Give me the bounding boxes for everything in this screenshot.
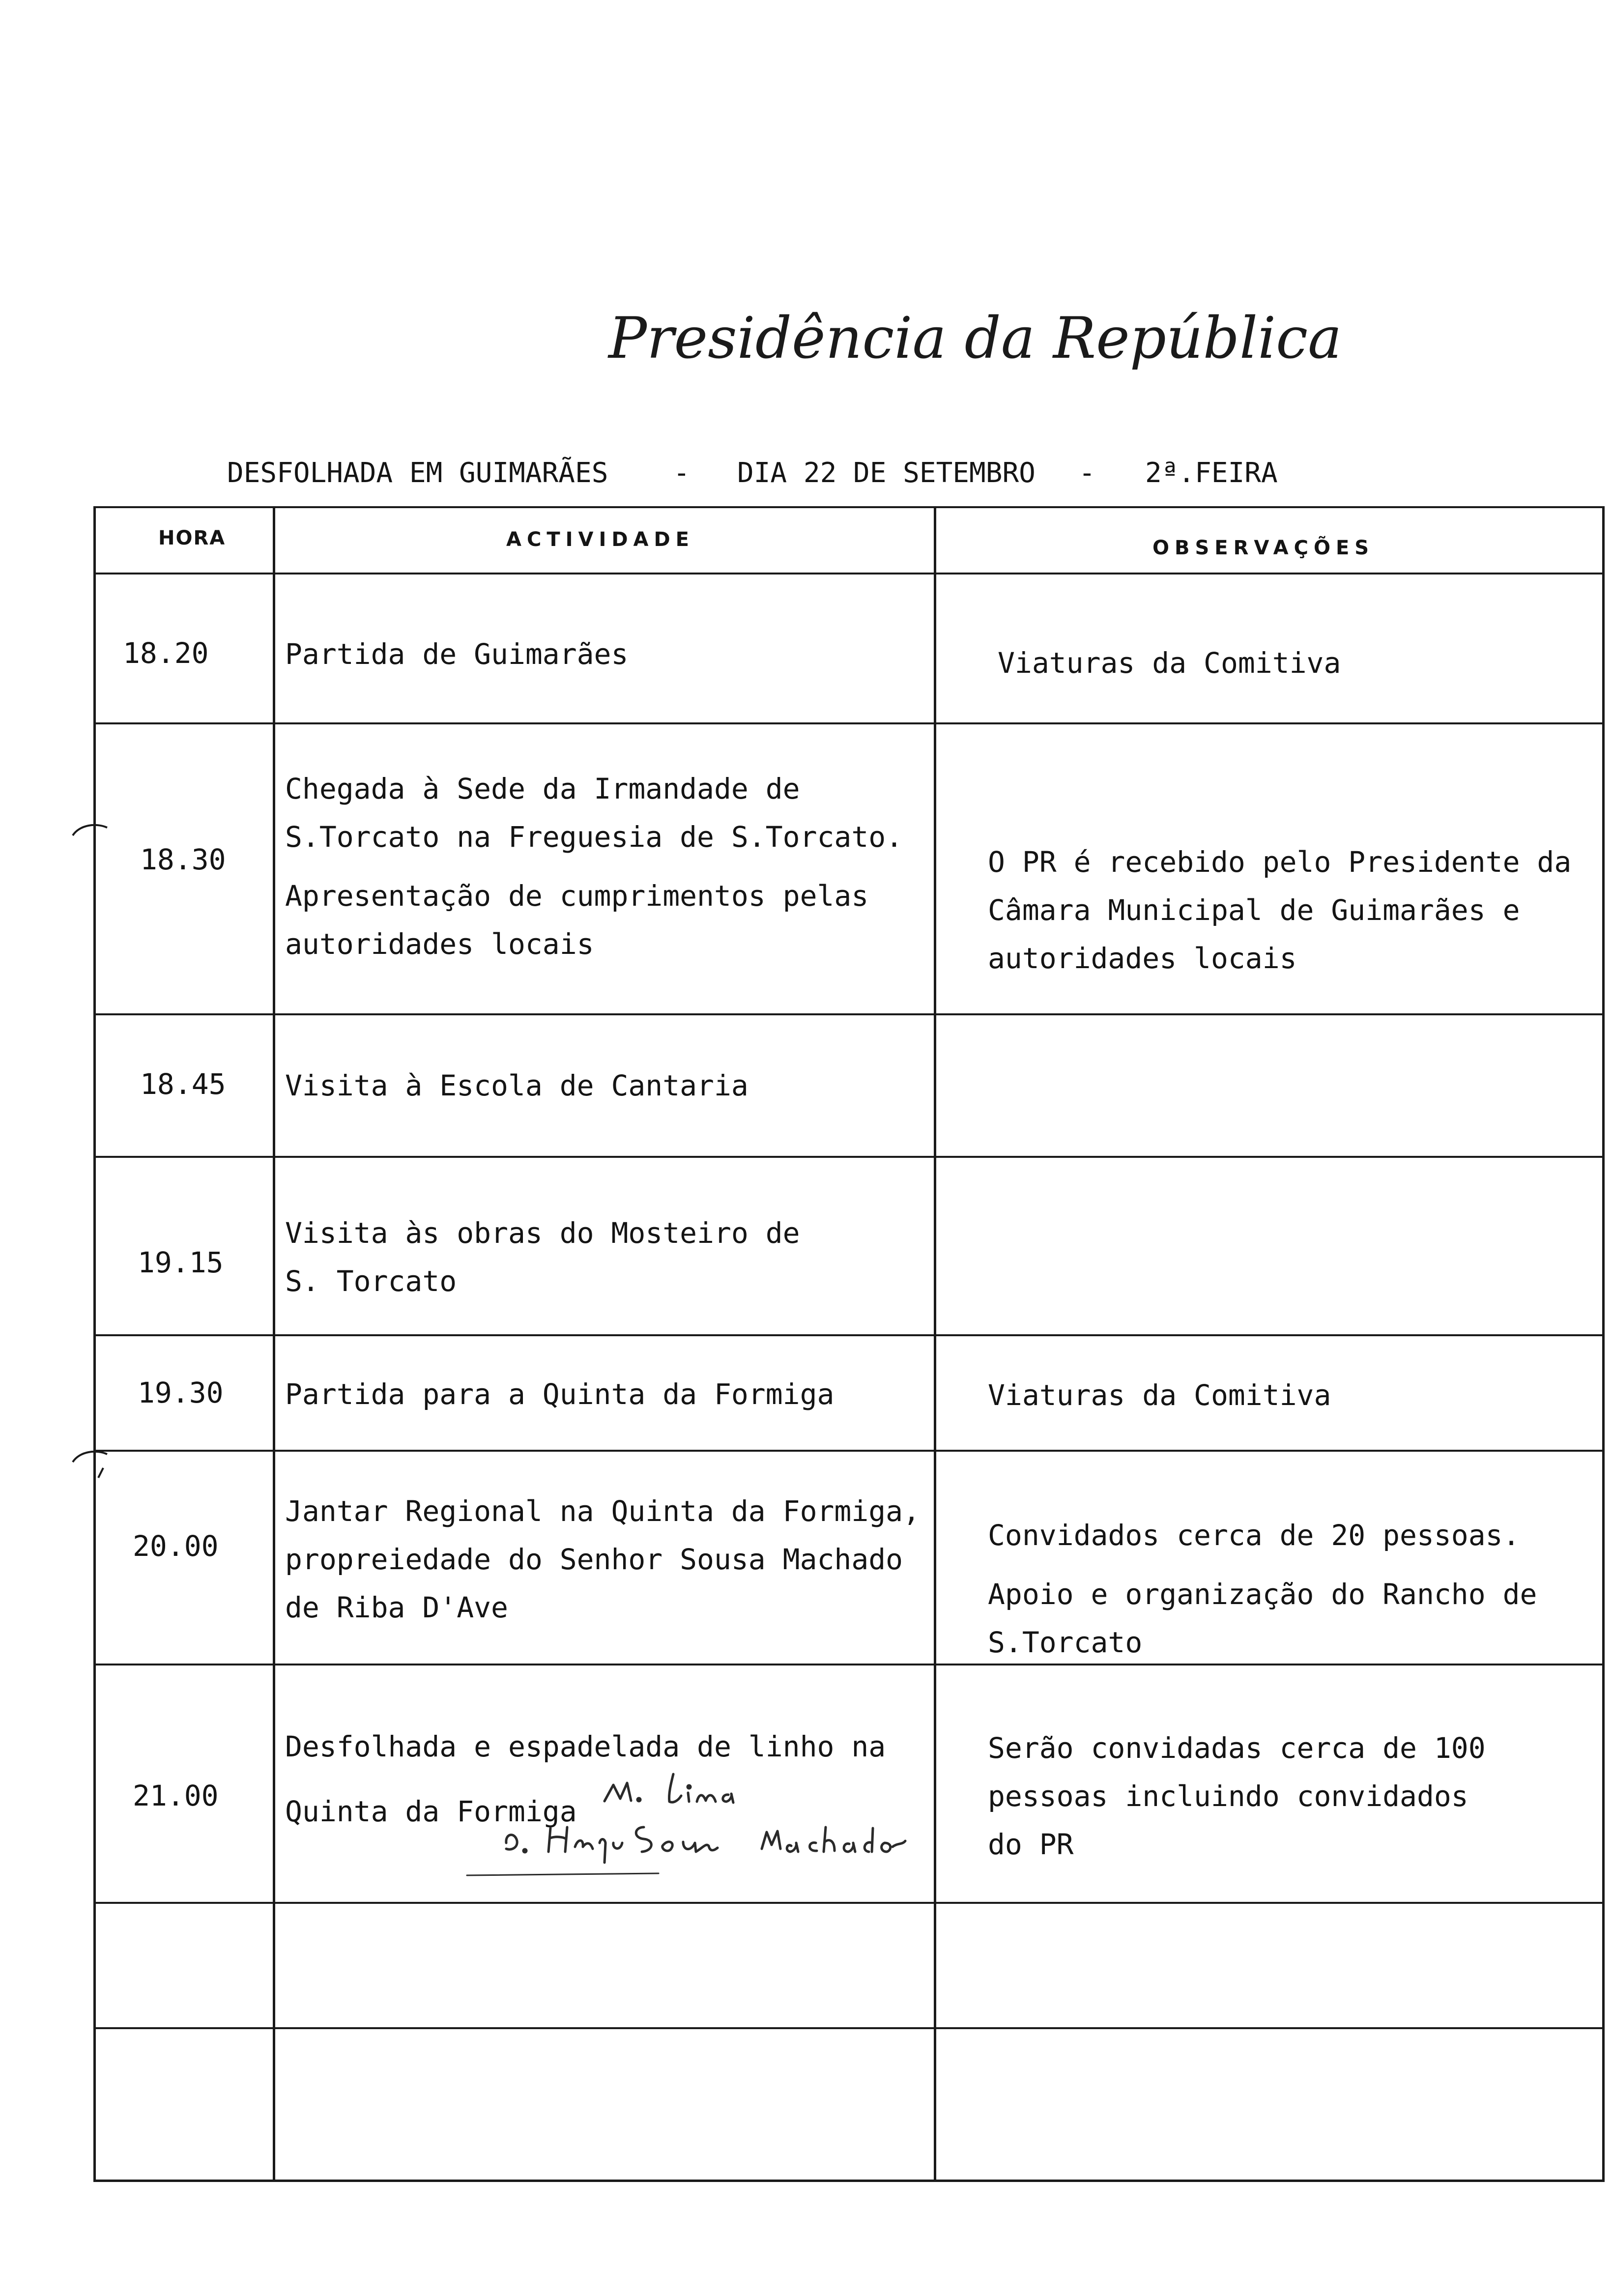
- observation-line: Viaturas da Comitiva: [998, 646, 1341, 680]
- column-header-hora: HORA: [158, 527, 226, 549]
- row-activity: [285, 1370, 924, 1418]
- row-divider: [93, 1156, 1605, 1158]
- activity-line: Desfolhada e espadelada de linho na: [285, 1730, 886, 1763]
- column-divider: [934, 506, 936, 2182]
- row-observations: [988, 838, 1592, 982]
- row-divider: [93, 1013, 1605, 1015]
- document-title: DESFOLHADA EM GUIMARÃES: [227, 457, 608, 489]
- activity-line: Jantar Regional na Quinta da Formiga,: [285, 1494, 921, 1528]
- row-time: 19.15: [138, 1246, 224, 1279]
- observation-line: Viaturas da Comitiva: [988, 1378, 1331, 1412]
- row-observations: [988, 1511, 1592, 1666]
- observation-line: autoridades locais: [988, 942, 1297, 975]
- activity-line: Visita à Escola de Cantaria: [285, 1069, 748, 1102]
- row-activity: [285, 630, 924, 678]
- document-date: DIA 22 DE SETEMBRO: [737, 457, 1036, 489]
- observation-line: Câmara Municipal de Guimarães e: [988, 893, 1520, 927]
- row-time: 19.30: [138, 1376, 224, 1409]
- column-header-actividade: ACTIVIDADE: [506, 528, 695, 551]
- observation-line: Apoio e organização do Rancho de: [988, 1578, 1537, 1611]
- row-time: 18.45: [140, 1067, 226, 1101]
- row-activity: [285, 765, 924, 968]
- letterhead-text: Presidência da República: [608, 305, 1342, 372]
- activity-line: Apresentação de cumprimentos pelas: [285, 879, 869, 913]
- activity-line: Visita às obras do Mosteiro de: [285, 1216, 800, 1250]
- letterhead: [604, 295, 1342, 388]
- row-observations: [988, 1371, 1592, 1419]
- observation-line: S.Torcato: [988, 1626, 1143, 1659]
- activity-line: propreiedade do Senhor Sousa Machado: [285, 1543, 903, 1576]
- row-time: 20.00: [133, 1529, 219, 1563]
- observation-line: do PR: [988, 1828, 1074, 1861]
- row-divider: [93, 1902, 1605, 1904]
- activity-line: S.Torcato na Freguesia de S.Torcato.: [285, 820, 903, 854]
- row-activity: [285, 1487, 924, 1632]
- row-activity: [285, 1062, 924, 1110]
- activity-line: Partida de Guimarães: [285, 637, 629, 671]
- observation-line: pessoas incluindo convidados: [988, 1779, 1468, 1813]
- row-observations: [998, 639, 1602, 687]
- letterhead-script: [604, 295, 1342, 388]
- row-divider: [93, 1450, 1605, 1452]
- activity-line: Partida para a Quinta da Formiga: [285, 1378, 835, 1411]
- punch-hole-mark: [69, 1442, 113, 1487]
- observation-line: Convidados cerca de 20 pessoas.: [988, 1519, 1520, 1552]
- row-activity: [285, 1209, 924, 1305]
- row-divider: [93, 1334, 1605, 1336]
- column-header-observacoes: OBSERVAÇÕES: [1152, 537, 1375, 559]
- row-time: 21.00: [133, 1779, 219, 1812]
- row-time: 18.20: [123, 636, 209, 670]
- row-time: 18.30: [140, 843, 226, 876]
- activity-line: Chegada à Sede da Irmandade de: [285, 772, 800, 805]
- header-separator: -: [1079, 457, 1095, 489]
- header-separator: -: [673, 457, 690, 489]
- activity-line: de Riba D'Ave: [285, 1591, 508, 1624]
- observation-line: Serão convidadas cerca de 100: [988, 1731, 1486, 1765]
- observation-line: O PR é recebido pelo Presidente da: [988, 845, 1572, 879]
- activity-line: autoridades locais: [285, 927, 594, 961]
- activity-line: Quinta da Formiga: [285, 1795, 577, 1828]
- row-divider: [93, 2027, 1605, 2029]
- schedule-table: [93, 506, 1605, 2182]
- handwritten-signature: [428, 1764, 944, 1887]
- document-weekday: 2ª.FEIRA: [1145, 457, 1278, 489]
- header-row-divider: [93, 573, 1605, 574]
- punch-hole-mark: [69, 816, 113, 860]
- column-divider: [273, 506, 275, 2182]
- row-observations: [988, 1724, 1592, 1868]
- activity-line: S. Torcato: [285, 1264, 457, 1298]
- row-divider: [93, 722, 1605, 724]
